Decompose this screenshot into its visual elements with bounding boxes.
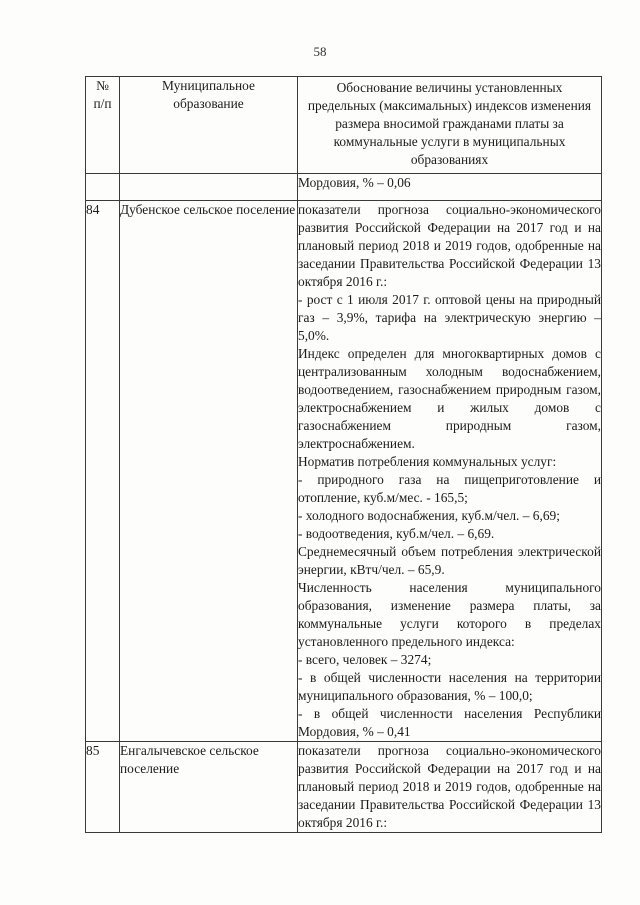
row-number: 85 — [86, 742, 120, 833]
row-number: 84 — [86, 201, 120, 742]
basis-paragraph: - водоотведения, куб.м/чел. – 6,69. — [298, 526, 495, 541]
header-number-label-2: п/п — [93, 96, 112, 111]
header-number-label: № — [96, 78, 109, 93]
table-body — [86, 201, 602, 833]
tariff-index-table — [85, 76, 602, 833]
header-municipality-label: Муниципальное образование — [162, 78, 255, 111]
basis-paragraph: - всего, человек – 3274; — [298, 652, 432, 667]
row-basis-cell — [298, 201, 602, 742]
basis-paragraph: показатели прогноза социально-экономического развития Российской Федерации на 2017 год и на плановый период 2018 и 2019 годов, одобренные на заседании Правительства Российской Федерации 13 октября 2016 г.: — [298, 743, 601, 830]
basis-paragraph: - холодного водоснабжения, куб.м/чел. – 6,69; — [298, 508, 560, 523]
basis-paragraph: - в общей численности населения на территории муниципального образования, % – 100,0; — [298, 670, 601, 703]
header-municipality-cell — [120, 77, 298, 174]
header-basis-label: Обоснование величины установленных предельных (максимальных) индексов изменения размера вносимой гражданами платы за коммунальные услуги в муниципальных образованиях — [307, 80, 592, 167]
basis-paragraph: Численность населения муниципального образования, изменение размера платы, за коммунальные услуги которого в пределах установленного предельного индекса: — [298, 580, 601, 649]
basis-paragraph: - рост с 1 июля 2017 г. оптовой цены на природный газ – 3,9%, тарифа на электрическую энергию – 5,0%. — [298, 292, 601, 343]
basis-paragraph: - в общей численности населения Республики Мордовия, % – 0,41 — [298, 706, 601, 739]
header-basis-cell — [298, 77, 602, 174]
row-municipality: Енгалычевское сельское поселение — [120, 742, 298, 833]
basis-paragraph: Среднемесячный объем потребления электрической энергии, кВтч/чел. – 65,9. — [298, 544, 601, 577]
continuation-text: Мордовия, % – 0,06 — [298, 175, 411, 190]
header-number-cell — [86, 77, 120, 174]
basis-paragraph: показатели прогноза социально-экономического развития Российской Федерации на 2017 год и на плановый период 2018 и 2019 годов, одобренные на заседании Правительства Российской Федерации 13 октября 2016 г.: — [298, 202, 601, 289]
basis-paragraph: Индекс определен для многоквартирных домов с централизованным холодным водоснабжением, водоотведением, газоснабжением природным газом, электроснабжением и жилых домов с газоснабжением природным газом, электроснабжением. — [298, 346, 601, 451]
basis-paragraph: Норматив потребления коммунальных услуг: — [298, 454, 557, 469]
continuation-row — [86, 174, 602, 201]
table-row — [86, 742, 602, 833]
continuation-cell — [298, 174, 602, 201]
table-row — [86, 201, 602, 742]
row-municipality: Дубенское сельское поселение — [120, 201, 298, 742]
row-basis-cell — [298, 742, 602, 833]
basis-paragraph: - природного газа на пищеприготовление и отопление, куб.м/мес. - 165,5; — [298, 472, 601, 505]
page-number: 58 — [313, 44, 327, 59]
table-header-row — [86, 77, 602, 174]
